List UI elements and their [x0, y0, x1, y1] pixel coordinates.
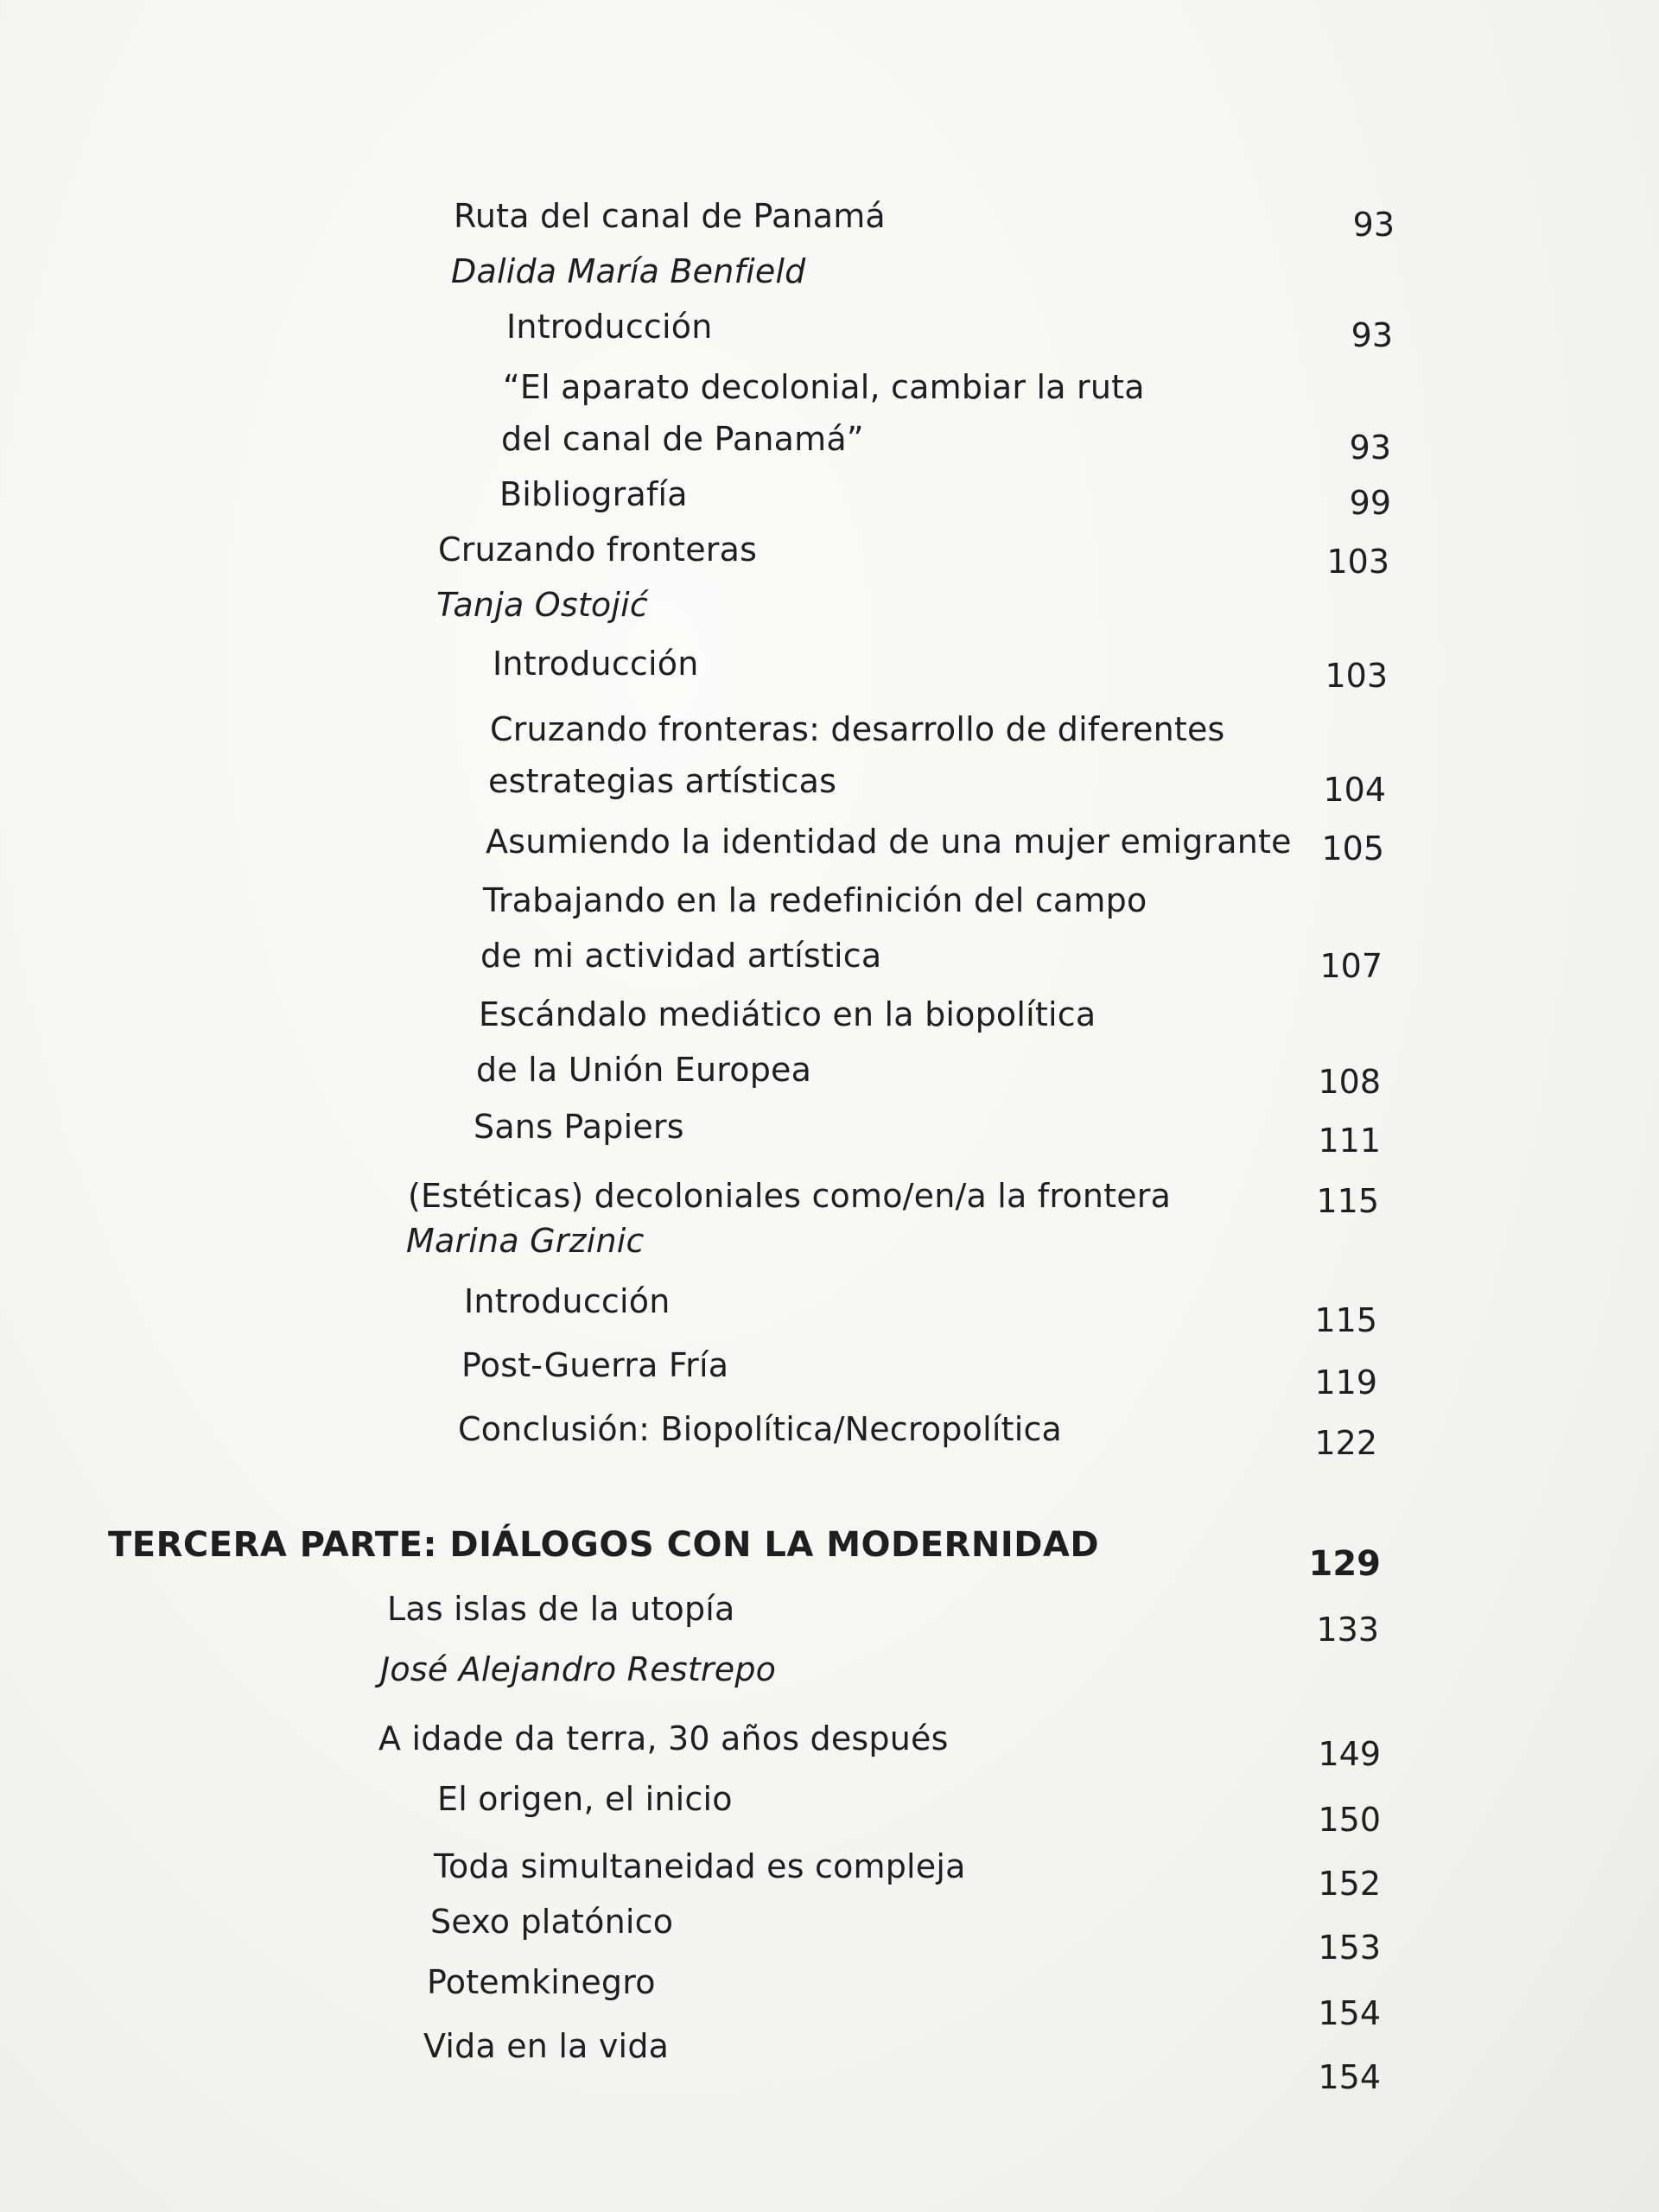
- toc-page-number: 150: [1318, 1801, 1381, 1839]
- toc-entry-section: Trabajando en la redefinición del campo: [483, 881, 1147, 919]
- toc-entry-title: Ruta del canal de Panamá: [454, 197, 886, 235]
- toc-page-number: 153: [1318, 1929, 1381, 1967]
- toc-entry-author: Marina Grzinic: [406, 1222, 645, 1260]
- toc-entry-section: Escándalo mediático en la biopolítica: [479, 995, 1096, 1033]
- toc-page-number: 133: [1316, 1611, 1379, 1649]
- toc-page-number: 115: [1314, 1301, 1377, 1339]
- toc-entry-section-cont: de mi actividad artística: [480, 937, 882, 975]
- toc-page-number: 107: [1319, 947, 1382, 985]
- toc-page-number: 115: [1316, 1182, 1379, 1220]
- toc-page-number: 99: [1349, 484, 1391, 522]
- toc-page-number: 104: [1323, 771, 1386, 809]
- toc-entry-title: Cruzando fronteras: [438, 531, 758, 569]
- toc-page-number: 122: [1314, 1424, 1377, 1462]
- toc-page-number: 93: [1351, 316, 1393, 354]
- toc-page-number: 93: [1349, 429, 1391, 467]
- toc-entry-section: Bibliografía: [499, 475, 688, 513]
- toc-entry-section: Introducción: [506, 308, 713, 346]
- toc-page-number: 119: [1314, 1363, 1377, 1402]
- toc-entry-section: El origen, el inicio: [437, 1780, 733, 1818]
- toc-entry-author: José Alejandro Restrepo: [380, 1650, 777, 1688]
- toc-entry-section-cont: del canal de Panamá”: [501, 420, 864, 458]
- toc-entry-section: Post-Guerra Fría: [461, 1346, 729, 1384]
- toc-part-page-number: 129: [1308, 1544, 1381, 1584]
- toc-page-number: 152: [1318, 1865, 1381, 1903]
- toc-page-number: 103: [1325, 657, 1388, 695]
- toc-entry-section-cont: de la Unión Europea: [476, 1051, 812, 1089]
- toc-page-number: 111: [1318, 1122, 1381, 1160]
- toc-entry-section: Asumiendo la identidad de una mujer emigrante: [486, 823, 1292, 861]
- toc-entry-title: A idade da terra, 30 años después: [378, 1719, 949, 1758]
- toc-entry-title: (Estéticas) decoloniales como/en/a la frontera: [408, 1177, 1172, 1215]
- toc-page-number: 93: [1352, 206, 1395, 244]
- toc-entry-title: Las islas de la utopía: [387, 1590, 735, 1628]
- toc-page-number: 154: [1318, 1994, 1381, 2032]
- toc-entry-section: Vida en la vida: [423, 2027, 670, 2065]
- toc-page-number: 105: [1321, 830, 1384, 868]
- toc-entry-section: Potemkinegro: [427, 1963, 656, 2001]
- toc-page-number: 149: [1318, 1735, 1381, 1773]
- toc-page-number: 103: [1326, 543, 1389, 581]
- toc-entry-section: Toda simultaneidad es compleja: [434, 1847, 966, 1885]
- toc-entry-section: Cruzando fronteras: desarrollo de diferentes: [490, 710, 1225, 748]
- toc-entry-section: Conclusión: Biopolítica/Necropolítica: [458, 1410, 1063, 1448]
- toc-entry-author: Tanja Ostojić: [436, 586, 648, 624]
- toc-entry-section: Introducción: [493, 645, 699, 683]
- toc-entry-section: Introducción: [464, 1282, 671, 1320]
- toc-entry-section: “El aparato decolonial, cambiar la ruta: [503, 368, 1145, 406]
- toc-entry-section: Sexo platónico: [430, 1903, 674, 1941]
- toc-part-heading: TERCERA PARTE: DIÁLOGOS CON LA MODERNIDAD: [108, 1525, 1100, 1565]
- toc-entry-section: Sans Papiers: [474, 1108, 684, 1146]
- toc-entry-section-cont: estrategias artísticas: [488, 762, 837, 800]
- toc-page-number: 154: [1318, 2058, 1381, 2096]
- toc-entry-author: Dalida María Benfield: [451, 252, 806, 290]
- toc-page-number: 108: [1318, 1063, 1381, 1101]
